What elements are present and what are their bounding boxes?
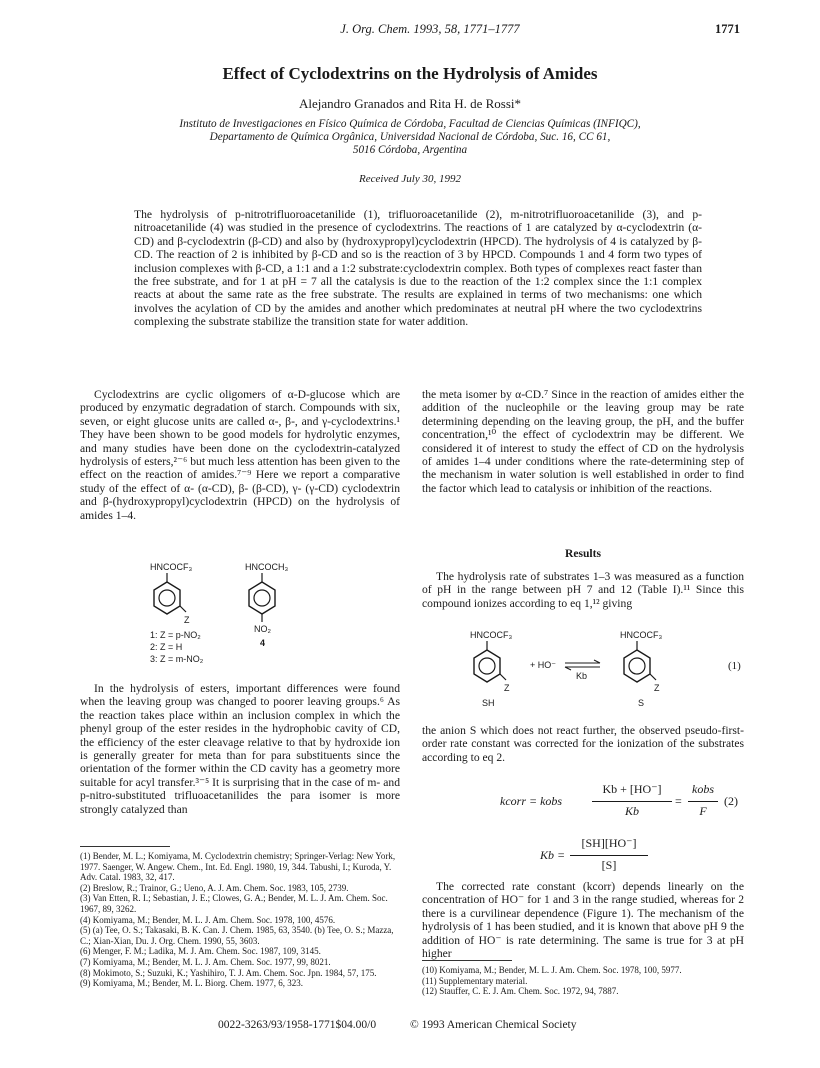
eq2-rhs-denominator: F bbox=[699, 804, 707, 818]
footnote: (7) Komiyama, M.; Bender, M. L. J. Am. Chem. Soc. 1977, 99, 8021. bbox=[80, 956, 331, 967]
benzene-ring-icon bbox=[624, 650, 650, 682]
eq3-denominator: [S] bbox=[601, 858, 617, 872]
benzene-ring-icon bbox=[474, 650, 500, 682]
paragraph: In the hydrolysis of esters, important differences were found when the leaving group was changed to poorer leaving groups.⁶ As the reaction takes place within an inclusion complex in which the phenyl group of the ester resides in the hydrophobic cavity of CD, the efficiency of the ester cleavage relative to that by hydroxide ion is generally greater for meta than for para substituents since the orientation of the former within the CD cavity has a geometry more suitable for acyl transfer.³⁻⁵ It is surprising that in the case of m- and p-nitro-substituted trifluoacetanilides the para isomer is more strongly catalyzed than bbox=[80, 682, 400, 816]
footer-code: 0022-3263/93/1958-1771$04.00/0 bbox=[218, 1019, 377, 1031]
footnote: (1) Bender, M. L.; Komiyama, M. Cyclodextrin chemistry; Springer-Verlag: New York, 1977. Saenger, W. Angew. Chem., Int. Ed. Engl. 1980, 19, 344. Tabushi, I.; Kuroda, Y. Adv. Catal. 1983, 32, 417. bbox=[80, 851, 396, 883]
eq1-number: (1) bbox=[728, 660, 741, 672]
footnote: (10) Komiyama, M.; Bender, M. L. J. Am. Chem. Soc. 1978, 100, 5977. bbox=[422, 965, 682, 975]
footnote: (2) Breslow, R.; Trainor, G.; Ueno, A. J. Am. Chem. Soc. 1983, 105, 2739. bbox=[80, 882, 349, 893]
equation-2: kcorr = kobs Kb + [HO⁻] Kb = kobs F (2) bbox=[500, 782, 738, 818]
structures-svg bbox=[150, 560, 350, 670]
compound-list-item: 1: Z = p-NO₂ bbox=[150, 630, 201, 640]
affiliation bbox=[100, 118, 720, 157]
footnote: (8) Mokimoto, S.; Suzuki, K.; Yashihiro, T. J. Am. Chem. Soc. Jpn. 1984, 57, 175. bbox=[80, 967, 377, 978]
equation-3 bbox=[540, 836, 700, 876]
compound-list-item: 3: Z = m-NO₂ bbox=[150, 654, 204, 664]
abstract: The hydrolysis of p-nitrotrifluoroacetanilide (1), trifluoroacetanilide (2), m-nitrotrifluoroacetanilide (3), and p-nitroacetanilide (4) was studied in the presence of cyclodextrins. The reactions of 1 are catalyzed by α-cyclodextrin (α-CD) and β-cyclodextrin (β-CD) and also by (hydroxypropyl)cyclodextrin (HPCD). The hydrolysis of 4 is catalyzed by β-CD. The reaction of 2 is inhibited by β-CD and so is the reaction of 3 by HPCD. Compounds 1 and 4 form two types of inclusion complexes with β-CD, a 1:1 and a 1:2 substrate:cyclodextrin complex. Both types of complexes react faster than the free substrate, and for 1 at pH = 7 all the catalysis is due to the reaction of the 1:2 complex since the 1:1 complex reacts at about the same rate as the free substrate. The results are explained in terms of two mechanisms: one which involves the acylation of CD by the amides and another which predominates at neutral pH where the two cyclodextrins complexing the substrate stabilize the transition state for water addition. bbox=[134, 208, 702, 329]
right-column-intro bbox=[422, 388, 744, 495]
eq1-right-label: HNCOCF₃ bbox=[620, 630, 663, 640]
affiliation-line: 5016 Córdoba, Argentina bbox=[352, 144, 468, 156]
footnote: (9) Komiyama, M.; Bender, M. L. Biorg. Chem. 1977, 6, 323. bbox=[80, 978, 303, 989]
eq2-lhs: kcorr = kobs bbox=[500, 794, 563, 808]
right-column-corrected bbox=[422, 880, 744, 960]
eq1-left-label: HNCOCF₃ bbox=[470, 630, 513, 640]
eq3-numerator: [SH][HO⁻] bbox=[581, 836, 637, 850]
substituent-no2: NO₂ bbox=[254, 624, 271, 634]
eq3-lhs: Kb = bbox=[540, 848, 566, 862]
footnote: (5) (a) Tee, O. S.; Takasaki, B. K. Can. J. Chem. 1985, 63, 3540. (b) Tee, O. S.; Mazza, C.; Xian-Xian, Du. J. Org. Chem. 1990, 55, 3603. bbox=[80, 925, 394, 946]
right-column-results bbox=[422, 570, 744, 610]
received-date: Received July 30, 1992 bbox=[358, 173, 461, 185]
footer-copyright: © 1993 American Chemical Society bbox=[410, 1019, 577, 1031]
structure-label-a: HNCOCF₃ bbox=[150, 562, 193, 572]
footnotes-right bbox=[422, 965, 744, 997]
eq2-number: (2) bbox=[724, 794, 738, 808]
substituent-z: Z bbox=[184, 615, 190, 625]
paragraph: Cyclodextrins are cyclic oligomers of α-D-glucose which are produced by enzymatic degradation of starch. Compounds with six, seven, or eight glucose units are called α-, β-, and γ-cyclodextrins.¹ They have been shown to be good models for hydrolytic enzymes, and many studies have been done on the cyclodextrin-catalyzed hydrolysis of esters,²⁻⁶ but much less attention has been given to the effect on the reaction of amides.⁷⁻⁹ Here we report a comparative study of the effect of α- (α-CD), β- (β-CD), γ- (γ-CD) cyclodextrin and β-(hydroxypropyl)cyclodextrin (HPCD) on the hydrolysis of amides 1–4. bbox=[80, 388, 400, 522]
page-number: 1771 bbox=[715, 22, 740, 36]
eq2-denominator: Kb bbox=[624, 804, 639, 818]
eq2-rhs-numerator: kobs bbox=[692, 782, 714, 796]
footnote: (12) Stauffer, C. E. J. Am. Chem. Soc. 1972, 94, 7887. bbox=[422, 986, 619, 997]
affiliation-line: Departamento de Química Orgânica, Universidad Nacional de Córdoba, Suc. 16, CC 61, bbox=[209, 131, 611, 143]
paragraph: the anion S which does not react further, the observed pseudo-first-order rate constant was corrected for the ionization of the substrates according to eq 2. bbox=[422, 724, 744, 764]
results-heading: Results bbox=[564, 547, 602, 560]
compound-list-item: 2: Z = H bbox=[150, 642, 183, 652]
footnote: (3) Van Etten, R. I.; Sebastian, J. E.; Clowes, G. A.; Bender, M. L. J. Am. Chem. Soc. 1967, 89, 3262. bbox=[80, 893, 388, 914]
footnote: (4) Komiyama, M.; Bender, M. L. J. Am. Chem. Soc. 1978, 100, 4576. bbox=[80, 914, 336, 925]
footnote: (11) Supplementary material. bbox=[422, 975, 528, 986]
article-title: Effect of Cyclodextrins on the Hydrolysis of Amides bbox=[222, 64, 598, 83]
structure-label-b: HNCOCH₃ bbox=[245, 562, 289, 572]
affiliation-line: Instituto de Investigaciones en Físico Química de Córdoba, Facultad de Ciencias Químicas (INFIQC), bbox=[179, 118, 641, 130]
right-column-ionization bbox=[422, 724, 744, 764]
left-column-intro bbox=[80, 388, 400, 522]
eq1-kb: Kb bbox=[576, 671, 588, 681]
structures-figure bbox=[150, 560, 350, 670]
compound-number-4: 4 bbox=[260, 638, 266, 648]
benzene-ring-icon bbox=[154, 582, 180, 614]
eq1-s: S bbox=[638, 698, 645, 708]
benzene-ring-icon bbox=[249, 582, 275, 614]
footnote-separator bbox=[422, 960, 744, 961]
equation-1 bbox=[470, 628, 750, 710]
paragraph: the meta isomer by α-CD.⁷ Since in the reaction of amides either the addition of the nucleophile or the leaving group may be rate determining depending on the leaving group, the pH, and the buffer concentration,¹⁰ the effect of cyclodextrin may be different. We considered it of interest to study the effect of CD on the hydrolysis of amides 1–4 under conditions where the rate-determining step of the mechanism in water solution is well established in order to find the factor which lead to catalysis or inhibition of the reactions. bbox=[422, 388, 744, 495]
eq2-numerator: Kb + [HO⁻] bbox=[602, 782, 662, 796]
equation-1-svg bbox=[470, 628, 750, 710]
footnotes-left bbox=[80, 851, 400, 989]
journal-header: J. Org. Chem. 1993, 58, 1771–1777 bbox=[340, 22, 520, 36]
authors: Alejandro Granados and Rita H. de Rossi* bbox=[298, 96, 522, 111]
eq1-z-left: Z bbox=[504, 683, 510, 693]
eq1-plus-ho: + HO⁻ bbox=[530, 660, 557, 670]
footnote-separator bbox=[80, 846, 400, 847]
footnote: (6) Menger, F. M.; Ladika, M. J. Am. Chem. Soc. 1987, 109, 3145. bbox=[80, 946, 321, 957]
paragraph: The hydrolysis rate of substrates 1–3 was measured as a function of pH in the range between pH 7 and 12 (Table I).¹¹ Since this compound ionizes according to eq 1,¹² giving bbox=[422, 570, 744, 610]
eq1-sh: SH bbox=[482, 698, 495, 708]
paragraph: The corrected rate constant (kcorr) depends linearly on the concentration of HO⁻ for 1 and 3 in the range studied, whereas for 2 there is a curvilinear dependence (Figure 1). The mechanism of the hydrolysis of 1 has been studied, and it is known that above pH 9 the addition of HO⁻ is rate determining. The same is true for 3 at pH higher bbox=[422, 880, 744, 961]
left-column-esters bbox=[80, 682, 400, 816]
eq1-z-right: Z bbox=[654, 683, 660, 693]
